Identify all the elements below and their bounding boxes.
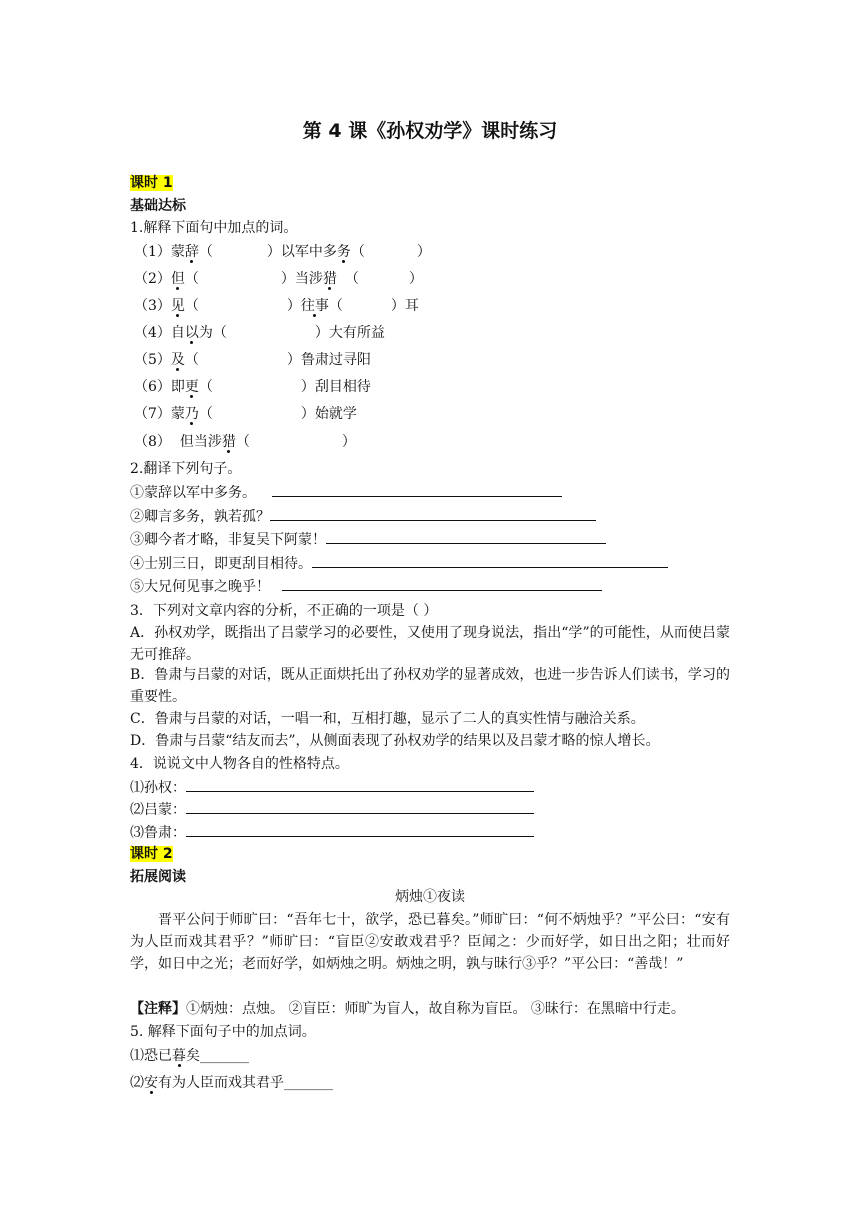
q1-item-4: （4）自以为（ ）大有所益 [134, 325, 385, 341]
q1-prompt: 1.解释下面句中加点的词。 [130, 220, 298, 236]
answer-blank[interactable] [186, 799, 534, 814]
q4-prompt: 4．说说文中人物各自的性格特点。 [130, 756, 349, 772]
q2-item-5: ⑤大兄何见事之晚乎！ [130, 576, 602, 598]
q3-option-a: A．孙权劝学，既指出了吕蒙学习的必要性，又使用了现身说法，指出“学”的可能性，从而使吕蒙无可推辞。 [130, 625, 730, 663]
q1-item-8: （8） 但当涉猎（ ） [134, 434, 356, 450]
passage-text: 晋平公问于师旷曰：“吾年七十，欲学，恐已暮矣。”师旷曰：“何不炳烛乎？”平公曰：“安有为人臣而戏其君乎？”师旷曰：“盲臣②安敢戏君乎？臣闻之：少而好学，如日出之阳；壮而好学，如日中之光；老而好学，如炳烛之明。炳烛之明，孰与昧行③乎？”平公曰：“善哉！” [130, 912, 730, 972]
answer-blank[interactable] [282, 576, 602, 591]
answer-blank[interactable] [270, 506, 596, 521]
answer-blank[interactable] [326, 529, 606, 544]
q2-item-1: ①蒙辞以军中多务。 [130, 482, 562, 504]
lesson-1-label: 课时 1 [130, 175, 173, 191]
lesson-2-label: 课时 2 [130, 846, 173, 862]
q4-item-1: ⑴孙权： [130, 777, 534, 799]
q2-item-4: ④士别三日，即更刮目相待。 [130, 553, 668, 575]
answer-blank[interactable] [272, 482, 562, 497]
q1-item-7: （7）蒙乃（ ）始就学 [134, 406, 357, 422]
answer-blank[interactable] [186, 777, 534, 792]
q1-item-6: （6）即更（ ）刮目相待 [134, 379, 371, 395]
answer-blank[interactable] [186, 822, 534, 837]
note-line: 【注释】①炳烛：点烛。 ②盲臣：师旷为盲人，故自称为盲臣。 ③昧行：在黑暗中行走。 [130, 1001, 685, 1017]
q1-item-2: （2）但（ ）当涉猎 （ ） [134, 271, 423, 287]
q5-item-1: ⑴恐已暮矣_______ [130, 1048, 249, 1064]
q1-item-3: （3）见（ ）往事（ ）耳 [134, 298, 419, 314]
q5-item-2: ⑵安有为人臣而戏其君乎_______ [130, 1075, 333, 1091]
q4-item-3: ⑶鲁肃： [130, 822, 534, 844]
q1-item-5: （5）及（ ）鲁肃过寻阳 [134, 352, 371, 368]
section-extended-reading: 拓展阅读 [130, 869, 186, 885]
answer-blank[interactable] [312, 553, 668, 568]
q3-prompt: 3．下列对文章内容的分析，不正确的一项是（ ） [130, 603, 438, 619]
page-title: 第 4 课《孙权劝学》课时练习 [302, 120, 558, 142]
q2-item-3: ③卿今者才略，非复吴下阿蒙！ [130, 529, 606, 551]
q4-item-2: ⑵吕蒙： [130, 799, 534, 821]
q3-option-c: C．鲁肃与吕蒙的对话，一唱一和，互相打趣，显示了二人的真实性情与融洽关系。 [130, 711, 645, 727]
q2-item-2: ②卿言多务，孰若孤？ [130, 506, 596, 528]
q2-prompt: 2.翻译下列句子。 [130, 461, 242, 477]
q1-item-1: （1）蒙辞（ ）以军中多务（ ） [134, 244, 431, 260]
section-basic: 基础达标 [130, 198, 186, 214]
note-label: 【注释】 [130, 1001, 186, 1017]
q3-option-d: D．鲁肃与吕蒙“结友而去”，从侧面表现了孙权劝学的结果以及吕蒙才略的惊人增长。 [130, 733, 660, 749]
q5-prompt: 5. 解释下面句子中的加点词。 [130, 1024, 316, 1040]
q3-option-b: B．鲁肃与吕蒙的对话，既从正面烘托出了孙权劝学的显著成效，也进一步告诉人们读书，学习的重要性。 [130, 667, 730, 705]
passage-title: 炳烛①夜读 [395, 889, 465, 905]
